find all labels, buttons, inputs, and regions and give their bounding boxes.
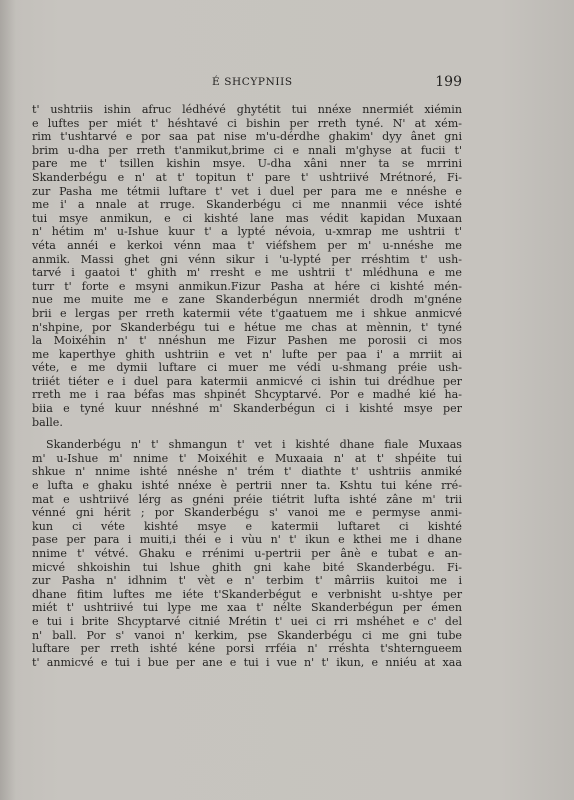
text-line: shkue n' nnime ishté nnéshe n' trém t' diathte t' ushtriis anmiké (32, 465, 462, 479)
text-line: tui msye anmikun, e ci kishté lane mas védit kapidan Muxaan (32, 211, 462, 225)
page-header (32, 74, 462, 94)
text-line: n' hétim m' u-Ishue kuur t' a lypté névoia, u-xmrap me ushtrii t' (32, 225, 462, 239)
text-line: anmik. Massi ghet gni vénn sikur i 'u-lypté per rréshtim t' ush- (32, 252, 462, 266)
text-line: rim t'ushtarvé e por saa pat nise m'u-dérdhe ghakim' dyy ânet gni (32, 130, 462, 144)
text-line: micvé shkoishin tui lshue ghith gni kahe bité Skanderbégu. Fi- (32, 560, 462, 574)
text-line: miét t' ushtriivé tui lype me xaa t' nélte Skanderbégun per émen (32, 601, 462, 615)
body-text (32, 103, 462, 669)
text-line: pase per para i muiti,i théi e i vùu n' t' ikun e kthei me i dhane (32, 533, 462, 547)
text-line: t' ushtriis ishin afruc lédhévé ghytétit tui nnéxe nnermiét xiémin (32, 103, 462, 116)
text-line: kun ci véte kishté msye e katermii luftaret ci kishté (32, 519, 462, 533)
text-line: Skanderbégu e n' at t' topitun t' pare t' ushtriivé Mrétnoré, Fi- (32, 170, 462, 184)
paragraph-1 (32, 103, 462, 429)
text-line: biia e tyné kuur nnéshné m' Skanderbégun ci i kishté msye per (32, 402, 462, 416)
text-line: luftare per rreth ishté kéne porsi rrféia n' rréshta t'shterngueem (32, 642, 462, 656)
text-line: triiét tiéter e i duel para katermii anmicvé ci ishin tui drédhue per (32, 374, 462, 388)
text-line: pare me t' tsillen kishin msye. U-dha xâni nner ta se mrrini (32, 157, 462, 171)
text-line: vénné gni hérit ; por Skanderbégu s' vanoi me e permyse anmi- (32, 506, 462, 520)
running-title: É SHCYPNIIS (212, 76, 293, 88)
text-line: balle. (32, 415, 63, 429)
text-line: n'shpine, por Skanderbégu tui e hétue me chas at mènnin, t' tyné (32, 320, 462, 334)
text-line: e lufta e ghaku ishté nnéxe è pertrii nner ta. Kshtu tui kéne rré- (32, 479, 462, 493)
text-line: la Moixéhin n' t' nnéshun me Fizur Pashen me porosii ci mos (32, 334, 462, 348)
text-line: rreth me i raa béfas mas shpinét Shcyptarvé. Por e madhé kié ha- (32, 388, 462, 402)
text-line: me kaperthye ghith ushtriin e vet n' lufte per paa i' a mrriit ai (32, 347, 462, 361)
text-line: nue me muite me e zane Skanderbégun nnermiét drodh m'gnéne (32, 293, 462, 307)
text-line: véte, e me dymii luftare ci muer me védi u-shmang préie ush- (32, 361, 462, 375)
paragraph-gap (32, 429, 462, 438)
text-line: dhane fitim luftes me iéte t'Skanderbégut e verbnisht u-shtye per (32, 587, 462, 601)
paragraph-2 (32, 438, 462, 669)
text-line: zur Pasha n' idhnim t' vèt e n' terbim t' mârriis kuitoi me i (32, 574, 462, 588)
text-line: zur Pasha me tétmii luftare t' vet i duel per para me e nnéshe e (32, 184, 462, 198)
text-line: brii e lergas per rreth katermii véte t'gaatuem me i shkue anmicvé (32, 306, 462, 320)
text-line: n' ball. Por s' vanoi n' kerkim, pse Skanderbégu ci me gni tube (32, 628, 462, 642)
text-line: brim u-dha per rreth t'anmikut,brime ci e nnali m'ghyse at fucii t' (32, 143, 462, 157)
text-line: nnime t' vétvé. Ghaku e rrénimi u-pertrii per ânè e tubat e an- (32, 547, 462, 560)
text-line: e tui i brite Shcyptarvé citnié Mrétin t' uei ci rri mshéhet e c' del (32, 614, 462, 628)
text-line: t' anmicvé e tui i bue per ane e tui i vue n' t' ikun, e nniéu at xaa (32, 655, 462, 669)
text-line: véta annéi e kerkoi vénn maa t' viéfshem per m' u-nnéshe me (32, 238, 462, 252)
text-line: turr t' forte e msyni anmikun.Fizur Pasha at hére ci kishté mén- (32, 279, 462, 293)
page-number: 199 (435, 74, 462, 90)
text-line: mat e ushtriivé lérg as gnéni préie tiétrit lufta ishté zâne m' trii (32, 492, 462, 506)
text-line: me i' a nnale at rruge. Skanderbégu ci me nnanmii véce ishté (32, 198, 462, 212)
text-line: e luftes per miét t' héshtavé ci bishin per rreth tyné. N' at xém- (32, 116, 462, 130)
text-line: Skanderbégu n' t' shmangun t' vet i kishté dhane fiale Muxaas (46, 438, 462, 452)
text-line: tarvé i gaatoi t' ghith m' rresht e me ushtrii t' mlédhuna e me (32, 266, 462, 280)
text-line: m' u-Ishue m' nnime t' Moixéhit e Muxaaia n' at t' shpéite tui (32, 451, 462, 465)
